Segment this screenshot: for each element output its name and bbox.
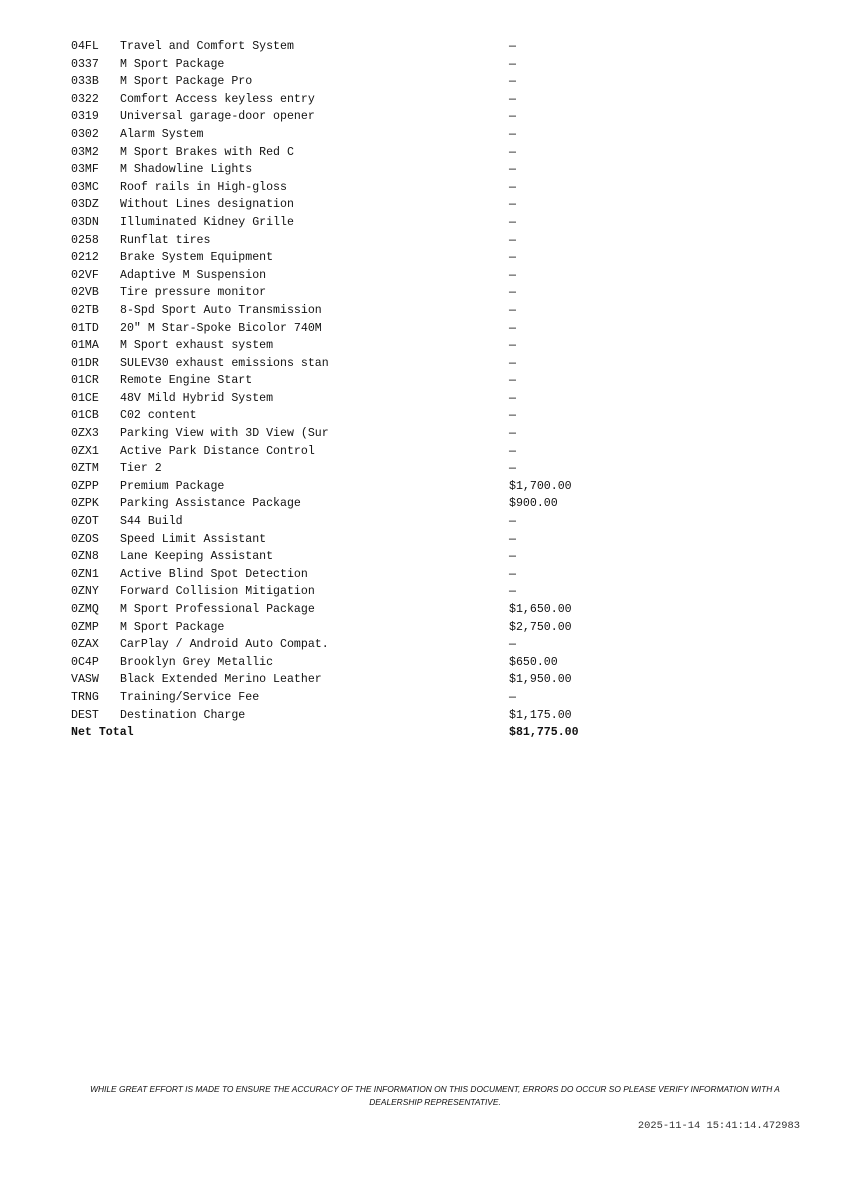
option-description: 8-Spd Sport Auto Transmission bbox=[120, 303, 322, 317]
option-code: 0ZX3 bbox=[71, 427, 99, 441]
option-description: M Sport Package bbox=[120, 620, 225, 634]
option-price: — bbox=[509, 110, 516, 124]
option-code: 033B bbox=[71, 75, 99, 89]
option-row bbox=[71, 161, 631, 179]
print-timestamp: 2025-11-14 15:41:14.472983 bbox=[637, 1120, 800, 1132]
option-row bbox=[71, 108, 631, 126]
option-price: — bbox=[509, 145, 516, 159]
option-price: — bbox=[509, 180, 516, 194]
option-description: C02 content bbox=[120, 409, 197, 423]
option-row bbox=[71, 91, 631, 109]
option-price: — bbox=[509, 127, 516, 141]
option-description: Adaptive M Suspension bbox=[120, 268, 267, 282]
option-row bbox=[71, 531, 631, 549]
option-price: $1,700.00 bbox=[509, 479, 572, 493]
option-code: 0ZNY bbox=[71, 585, 99, 599]
option-code: 0ZAX bbox=[71, 638, 99, 652]
option-description: M Sport Package Pro bbox=[120, 75, 253, 89]
option-description: M Sport exhaust system bbox=[120, 339, 274, 353]
option-row bbox=[71, 407, 631, 425]
option-price: — bbox=[509, 286, 516, 300]
option-price: — bbox=[509, 567, 516, 581]
net-total-value: $81,775.00 bbox=[509, 726, 579, 740]
option-description: Roof rails in High-gloss bbox=[120, 180, 287, 194]
option-price: — bbox=[509, 268, 516, 282]
option-row bbox=[71, 390, 631, 408]
option-row bbox=[71, 179, 631, 197]
option-code: VASW bbox=[71, 673, 99, 687]
option-price: — bbox=[509, 585, 516, 599]
option-price: — bbox=[509, 40, 516, 53]
option-description: Remote Engine Start bbox=[120, 374, 253, 388]
option-row bbox=[71, 478, 631, 496]
option-row bbox=[71, 73, 631, 91]
option-price: — bbox=[509, 462, 516, 476]
option-code: 01CB bbox=[71, 409, 99, 423]
option-price: $650.00 bbox=[509, 655, 558, 669]
option-description: Alarm System bbox=[120, 127, 204, 141]
option-code: 0ZN1 bbox=[71, 567, 99, 581]
option-description: Premium Package bbox=[120, 479, 225, 493]
option-code: 03DN bbox=[71, 215, 99, 229]
option-description: Tire pressure monitor bbox=[120, 286, 267, 300]
option-code: TRNG bbox=[71, 690, 99, 704]
option-price: — bbox=[509, 356, 516, 370]
option-description: Speed Limit Assistant bbox=[120, 532, 267, 546]
options-list bbox=[71, 38, 631, 742]
disclaimer-text: WHILE GREAT EFFORT IS MADE TO ENSURE THE ACCURACY OF THE INFORMATION ON THIS DOCUMENT, ERRORS DO OCCUR SO PLEASE VERIFY INFORMATION WITH A DEALERSHIP REPRESENTATIVE. bbox=[90, 1084, 780, 1107]
option-description: S44 Build bbox=[120, 515, 183, 529]
option-description: Travel and Comfort System bbox=[120, 40, 294, 53]
option-code: 0322 bbox=[71, 92, 99, 106]
option-code: 02VF bbox=[71, 268, 99, 282]
option-code: 0337 bbox=[71, 57, 99, 71]
option-code: 03MC bbox=[71, 180, 99, 194]
option-price: — bbox=[509, 163, 516, 177]
option-row bbox=[71, 425, 631, 443]
option-row bbox=[71, 619, 631, 637]
option-code: 01DR bbox=[71, 356, 99, 370]
option-description: Parking Assistance Package bbox=[120, 497, 301, 511]
option-code: 03M2 bbox=[71, 145, 99, 159]
option-description: M Sport Brakes with Red C bbox=[120, 145, 294, 159]
option-price: $1,650.00 bbox=[509, 603, 572, 616]
option-code: 0212 bbox=[71, 251, 99, 265]
option-description: Black Extended Merino Leather bbox=[120, 673, 322, 687]
option-code: 01CR bbox=[71, 374, 99, 388]
option-price: $1,175.00 bbox=[509, 708, 572, 722]
option-description: Forward Collision Mitigation bbox=[120, 585, 315, 599]
option-row bbox=[71, 302, 631, 320]
option-row bbox=[71, 56, 631, 74]
option-price: — bbox=[509, 374, 516, 388]
option-description: Comfort Access keyless entry bbox=[120, 92, 315, 106]
option-code: 03MF bbox=[71, 163, 99, 177]
option-row bbox=[71, 284, 631, 302]
option-code: 0ZN8 bbox=[71, 550, 99, 564]
option-row bbox=[71, 249, 631, 267]
option-price: — bbox=[509, 251, 516, 265]
option-code: 0ZX1 bbox=[71, 444, 99, 458]
option-price: — bbox=[509, 409, 516, 423]
option-code: 0258 bbox=[71, 233, 99, 247]
option-description: M Sport Package bbox=[120, 57, 225, 71]
option-description: Training/Service Fee bbox=[120, 690, 260, 704]
option-code: 01TD bbox=[71, 321, 99, 335]
option-row bbox=[71, 337, 631, 355]
option-description: Destination Charge bbox=[120, 708, 246, 722]
option-price: — bbox=[509, 515, 516, 529]
option-price: — bbox=[509, 339, 516, 353]
option-price: — bbox=[509, 215, 516, 229]
option-row bbox=[71, 689, 631, 707]
option-description: M Shadowline Lights bbox=[120, 163, 253, 177]
option-price: — bbox=[509, 532, 516, 546]
option-row bbox=[71, 566, 631, 584]
option-description: Tier 2 bbox=[120, 462, 162, 476]
option-code: 0C4P bbox=[71, 655, 99, 669]
option-code: 0302 bbox=[71, 127, 99, 141]
option-description: Universal garage-door opener bbox=[120, 110, 315, 124]
option-code: 02TB bbox=[71, 303, 99, 317]
option-rows bbox=[71, 38, 631, 724]
option-row bbox=[71, 38, 631, 56]
option-description: CarPlay / Android Auto Compat. bbox=[120, 638, 329, 652]
option-description: Illuminated Kidney Grille bbox=[120, 215, 294, 229]
option-price: — bbox=[509, 57, 516, 71]
option-row bbox=[71, 654, 631, 672]
option-price: — bbox=[509, 638, 516, 652]
option-code: 0ZMQ bbox=[71, 603, 99, 616]
option-code: 0ZPK bbox=[71, 497, 99, 511]
option-row bbox=[71, 513, 631, 531]
option-description: M Sport Professional Package bbox=[120, 603, 315, 616]
option-row bbox=[71, 636, 631, 654]
option-price: — bbox=[509, 391, 516, 405]
option-price: — bbox=[509, 550, 516, 564]
option-row bbox=[71, 232, 631, 250]
option-row bbox=[71, 460, 631, 478]
option-row bbox=[71, 583, 631, 601]
option-description: Active Park Distance Control bbox=[120, 444, 315, 458]
option-description: Without Lines designation bbox=[120, 198, 294, 212]
option-code: 0319 bbox=[71, 110, 99, 124]
option-row bbox=[71, 267, 631, 285]
option-code: 0ZOS bbox=[71, 532, 99, 546]
option-price: — bbox=[509, 303, 516, 317]
option-row bbox=[71, 144, 631, 162]
option-price: — bbox=[509, 321, 516, 335]
option-price: $1,950.00 bbox=[509, 673, 572, 687]
option-row bbox=[71, 196, 631, 214]
option-row bbox=[71, 671, 631, 689]
option-description: 20" M Star-Spoke Bicolor 740M bbox=[120, 321, 322, 335]
option-description: Brooklyn Grey Metallic bbox=[120, 655, 274, 669]
option-description: 48V Mild Hybrid System bbox=[120, 391, 274, 405]
option-code: 0ZMP bbox=[71, 620, 99, 634]
option-code: 02VB bbox=[71, 286, 99, 300]
option-code: 0ZTM bbox=[71, 462, 99, 476]
option-description: Lane Keeping Assistant bbox=[120, 550, 274, 564]
option-description: Runflat tires bbox=[120, 233, 211, 247]
option-price: — bbox=[509, 92, 516, 106]
option-description: Active Blind Spot Detection bbox=[120, 567, 308, 581]
option-row bbox=[71, 707, 631, 725]
option-price: $2,750.00 bbox=[509, 620, 572, 634]
option-code: 01MA bbox=[71, 339, 99, 353]
option-price: — bbox=[509, 233, 516, 247]
option-row bbox=[71, 443, 631, 461]
option-code: 01CE bbox=[71, 391, 99, 405]
option-code: 04FL bbox=[71, 40, 99, 53]
net-total-row bbox=[71, 724, 631, 742]
option-row bbox=[71, 214, 631, 232]
option-price: — bbox=[509, 690, 516, 704]
option-description: SULEV30 exhaust emissions stan bbox=[120, 356, 329, 370]
option-row bbox=[71, 126, 631, 144]
net-total-label: Net Total bbox=[71, 726, 134, 740]
option-price: — bbox=[509, 427, 516, 441]
option-description: Parking View with 3D View (Sur bbox=[120, 427, 329, 441]
option-row bbox=[71, 355, 631, 373]
option-price: — bbox=[509, 198, 516, 212]
option-code: 0ZPP bbox=[71, 479, 99, 493]
option-code: 0ZOT bbox=[71, 515, 99, 529]
option-row bbox=[71, 495, 631, 513]
option-code: 03DZ bbox=[71, 198, 99, 212]
option-row bbox=[71, 372, 631, 390]
option-description: Brake System Equipment bbox=[120, 251, 274, 265]
option-price: — bbox=[509, 75, 516, 89]
option-row bbox=[71, 601, 631, 619]
option-row bbox=[71, 320, 631, 338]
option-price: — bbox=[509, 444, 516, 458]
option-price: $900.00 bbox=[509, 497, 558, 511]
option-code: DEST bbox=[71, 708, 99, 722]
option-row bbox=[71, 548, 631, 566]
